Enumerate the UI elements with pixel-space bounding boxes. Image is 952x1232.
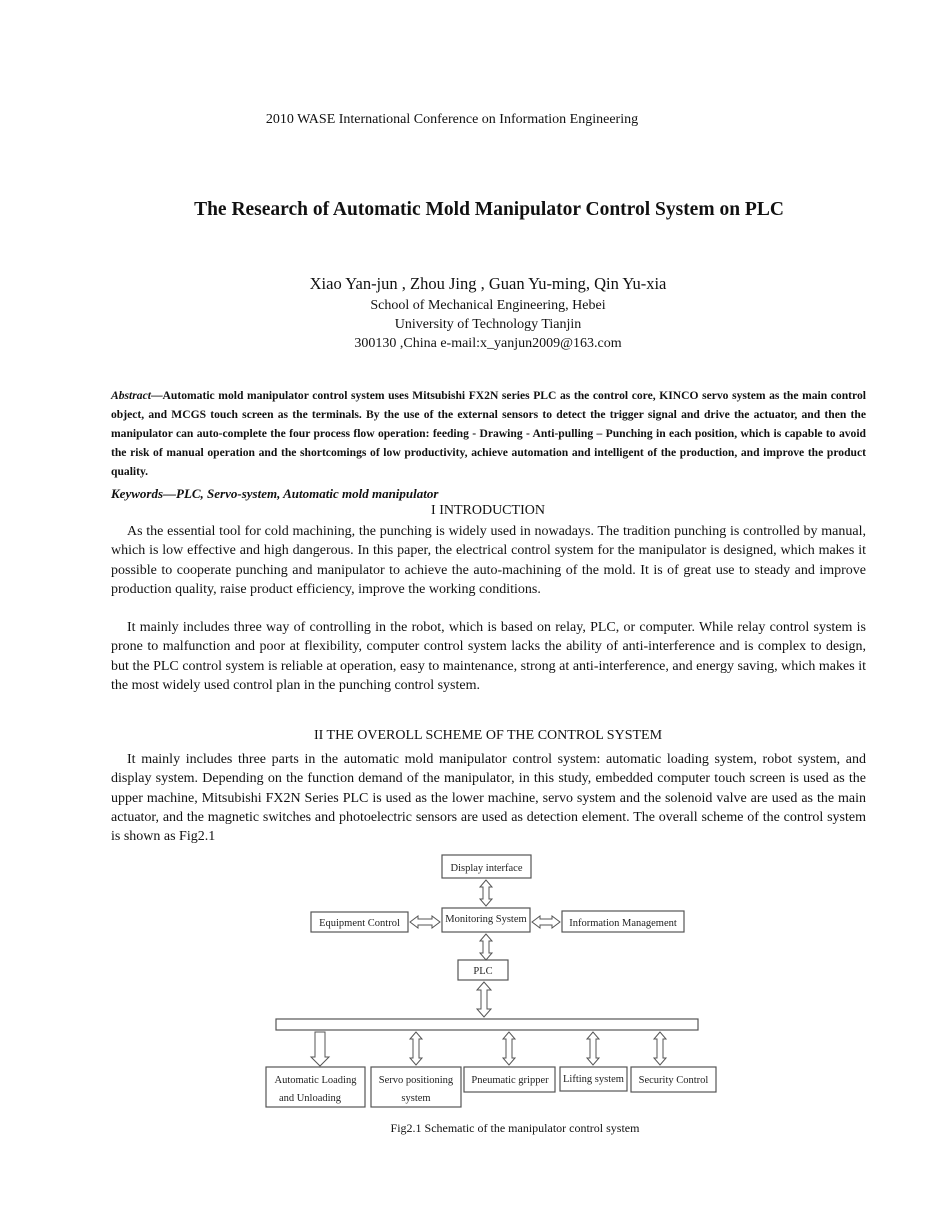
paper-title: The Research of Automatic Mold Manipulator Control System on PLC xyxy=(194,199,784,220)
bidirectional-arrow xyxy=(654,1032,666,1065)
down-arrow xyxy=(311,1032,329,1066)
bidirectional-arrow xyxy=(410,1032,422,1065)
bottom-box-label: Servo positioning xyxy=(378,1075,454,1086)
section-heading: II THE OVEROLL SCHEME OF THE CONTROL SYSTEM xyxy=(313,728,663,743)
section-heading: I INTRODUCTION xyxy=(431,503,545,518)
display-interface-label: Display interface xyxy=(450,863,523,874)
affiliation-line: 300130 ,China e-mail:x_yanjun2009@163.com xyxy=(354,336,622,351)
bidirectional-arrow xyxy=(410,916,440,928)
affiliation-line: School of Mechanical Engineering, Hebei xyxy=(370,298,606,313)
bottom-box-label: Lifting system xyxy=(563,1074,624,1085)
paragraph: As the essential tool for cold machining, the punching is widely used in nowadays. The tradition punching is controlled by manual, which is low effective and high dangerous. In this paper, the electrical control system for the manipulator is designed, which makes it possible to cooperate punching and manipulator to achieve the auto-machining of the mold. It is of great use to steady and improve production quality, raise product efficiency, improve the working conditions. xyxy=(111,524,866,597)
affiliation-line: University of Technology Tianjin xyxy=(394,317,582,332)
abstract-text: —Automatic mold manipulator control system uses Mitsubishi FX2N series PLC as the control core, KINCO servo system as the main control object, and MCGS touch screen as the terminals. By the use of the external sensors to detect the trigger signal and drive the actuator, and then the manipulator can auto-complete the four process flow operation: feeding - Drawing - Anti-pulling – Punching in each position, which is capable to avoid the risk of manual operation and the shortcomings of low productivity, achieve automation and intelligent of the production, and improve the product quality. xyxy=(111,389,866,478)
bottom-box-label: Pneumatic gripper xyxy=(471,1075,549,1086)
bottom-box-label: Security Control xyxy=(638,1075,709,1086)
bidirectional-arrow xyxy=(587,1032,599,1065)
bidirectional-arrow xyxy=(480,934,492,960)
bidirectional-arrow xyxy=(532,916,560,928)
conference-header: 2010 WASE International Conference on Information Engineering xyxy=(265,112,639,127)
information-management-label: Information Management xyxy=(569,918,677,929)
keywords: Keywords—PLC, Servo-system, Automatic mold manipulator xyxy=(111,486,439,501)
paragraph: It mainly includes three parts in the automatic mold manipulator control system: automatic loading system, robot system, and display system. Depending on the function demand of the manipulator, in this study, embedded computer touch screen is used as the upper machine, Mitsubishi FX2N Series PLC is used as the lower machine, servo system and the solenoid valve are used as the main actuator, and the magnetic switches and photoelectric sensors are used as detection element. The overall scheme of the control system is shown as Fig2.1 xyxy=(111,752,866,845)
bottom-box-label: system xyxy=(401,1093,431,1104)
monitoring-system-label: Monitoring System xyxy=(445,914,527,925)
bottom-box-label: and Unloading xyxy=(278,1093,342,1104)
bottom-box-label: Automatic Loading xyxy=(274,1075,357,1086)
bus-bar xyxy=(276,1019,698,1030)
paper-authors: Xiao Yan-jun , Zhou Jing , Guan Yu-ming, Qin Yu-xia xyxy=(309,274,667,293)
figure-caption: Fig2.1 Schematic of the manipulator control system xyxy=(390,1121,640,1135)
plc-label: PLC xyxy=(473,966,493,977)
paragraph: It mainly includes three way of controlling in the robot, which is based on relay, PLC, or computer. While relay control system is prone to malfunction and poor at flexibility, computer control system lacks the ability of anti-interference and is complex to design, but the PLC control system is reliable at operation, easy to maintenance, strong at anti-interference, and energy saving, which makes it the most widely used control plan in the punching control system. xyxy=(111,620,866,693)
equipment-control-label: Equipment Control xyxy=(319,918,400,929)
bidirectional-arrow xyxy=(503,1032,515,1065)
bidirectional-arrow xyxy=(477,982,491,1017)
abstract-label: Abstract xyxy=(111,389,151,402)
bidirectional-arrow xyxy=(480,880,492,906)
